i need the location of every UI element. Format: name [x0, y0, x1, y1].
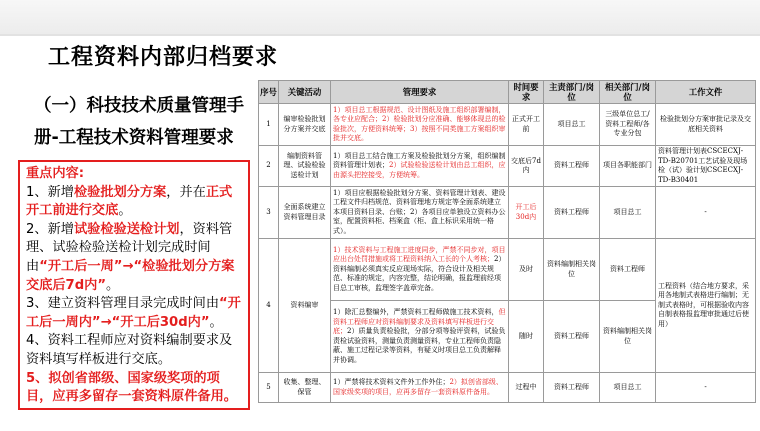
row-activity: 资料编审	[279, 239, 331, 373]
key-point-highlight: 正式开工前进行交底	[26, 184, 233, 219]
section-title	[34, 90, 254, 154]
key-point-text: 3、建立资料管理目录完成时间由	[26, 296, 220, 312]
col-header-requirements: 管理要求	[331, 81, 509, 104]
key-point-text: ，并在	[166, 184, 206, 200]
section-title-line-1: （一）科技技术质量管理手	[34, 96, 244, 116]
key-point-text: 。	[118, 203, 132, 219]
table-row	[259, 373, 756, 403]
requirement-text: 2）质量负责检验批，分部分项等验评资料，试验负责检试验资料，测量负责测量资料，专业工程师负责隐蔽、施工过程记录等资料，有疑义时项目总工负责解释并协调。	[333, 327, 506, 364]
requirement-text: 1）项目应根据检验批划分方案、资料管理计划表、建设工程文件归档规范、资料管理地方规定等全面系统建立本项目资料目录、台账；2）各项目应单独设立资料办公室，配置资料柜、档案盒（柜、盒上标识采用统一格式）。	[333, 188, 506, 235]
row-work-file: 资料管理计划表CSCECXJ-TD-B20701工艺试验及现场检（试）验计划CSCECXJ-TD-B30401	[656, 146, 756, 187]
page-title: 工程资料内部归档要求	[48, 45, 279, 70]
col-header-related-dept: 相关部门/岗位	[600, 81, 656, 104]
requirement-text: 但资料工程师应对资料编制要求及资料填写样板进行交底；	[333, 308, 506, 335]
key-point-4: 4、资料工程师应对资料编制要求及资料填写样板进行交底。	[26, 333, 233, 367]
table-row	[259, 187, 756, 239]
requirement-text: 1）除汇总整编外，严禁资料工程师做施工技术资料，	[333, 308, 499, 316]
row-requirements	[331, 301, 509, 373]
row-related-dept: 资料工程师	[600, 239, 656, 301]
key-point-2	[26, 221, 242, 295]
row-main-dept: 资料工程师	[544, 146, 600, 187]
table-row	[259, 146, 756, 187]
table-row	[259, 104, 756, 146]
top-banner	[0, 0, 760, 34]
row-requirements	[331, 146, 509, 187]
top-divider	[0, 34, 760, 36]
row-related-dept: 资料编制相关岗位	[600, 301, 656, 373]
key-point-text: 2、新增	[26, 221, 74, 237]
key-points-box	[18, 160, 250, 410]
row-no: 4	[259, 239, 279, 373]
requirement-text: 1）严禁将技术资料文件外工作外住；	[333, 378, 450, 386]
row-requirements	[331, 187, 509, 239]
table-row	[259, 239, 756, 301]
row-no: 5	[259, 373, 279, 403]
row-main-dept: 资料编制相关岗位	[544, 239, 600, 301]
key-point-1	[26, 184, 242, 221]
requirement-text: 2）资料编制必须真实反应现场实际，符合设计及相关规范、标准的规定，内容完整，结论明确，报监理前经项目总工审核，监理签字盖章完备。	[333, 255, 506, 292]
key-point-highlight: “开工后一周内”→“开工后30d内”	[26, 296, 241, 330]
row-related-dept: 项目各职能部门	[600, 146, 656, 187]
key-point-text: 1、新增	[26, 184, 74, 200]
section-title-line-2: 册-工程技术资料管理要求	[34, 128, 234, 148]
key-points-heading: 重点内容:	[26, 166, 85, 181]
row-no: 2	[259, 146, 279, 187]
row-requirements	[331, 104, 509, 146]
row-main-dept: 资料工程师	[544, 373, 600, 403]
row-main-dept: 项目总工	[544, 104, 600, 146]
key-point-highlight: 检验批划分方案	[73, 184, 167, 200]
row-time: 过程中	[509, 373, 544, 403]
row-work-file: -	[656, 187, 756, 239]
key-point-text: ，资料管理、试验检验送检计划完成时间由	[26, 221, 233, 274]
row-related-dept: 项目总工	[600, 373, 656, 403]
row-related-dept: 三级单位总工/资料工程师/各专业分包	[600, 104, 656, 146]
row-time: 开工后30d内	[509, 187, 544, 239]
row-activity: 全面系统建立资料管理目录	[279, 187, 331, 239]
row-no: 1	[259, 104, 279, 146]
requirement-text: 1）项目总工结合施工方案及检验批划分方案，组织编制资料管理计划表；	[333, 151, 506, 170]
row-activity: 收集、整理、保管	[279, 373, 331, 403]
row-activity: 编审检验批划分方案并交底	[279, 104, 331, 146]
row-no: 3	[259, 187, 279, 239]
key-point-3	[26, 295, 242, 332]
col-header-work-file: 工作文件	[656, 81, 756, 104]
col-header-main-dept: 主责部门/岗位	[544, 81, 600, 104]
row-work-file: -	[656, 373, 756, 403]
requirement-text: 1）项目总工根据规范、设计图纸及施工组织部署编制，各专业应配合；2）检验批划分应准确、能够体现总的检验批次，方便资料统筹；3）按照不同类施工方案组织审批并交底。	[333, 105, 506, 142]
row-work-file: 检验批划分方案审批记录及交底相关资料	[656, 104, 756, 146]
row-activity: 编制资料管理、试验检验送检计划	[279, 146, 331, 187]
row-time: 交底后7d内	[509, 146, 544, 187]
table-header-row	[259, 81, 756, 104]
row-work-file: 工程资料（结合地方要求，采用各地制式表格进行编制；无制式表格时，可根据验收内容自制表格报监理审批通过后使用）	[656, 239, 756, 373]
archive-requirements-table	[258, 80, 756, 403]
col-header-time: 时间要求	[509, 81, 544, 104]
key-point-text: 。	[106, 277, 120, 293]
key-point-highlight: 试验检验送检计划	[73, 221, 180, 237]
key-point-5: 5、拟创省部级、国家级奖项的项目，应再多留存一套资料原件备用。	[26, 370, 237, 405]
row-related-dept: 项目总工	[600, 187, 656, 239]
col-header-activity: 关键活动	[279, 81, 331, 104]
requirement-text: 2）试验检验送检计划由总工组织，应由源头把控接受，方便统筹。	[333, 161, 506, 179]
row-requirements	[331, 239, 509, 301]
row-main-dept: 资料工程师	[544, 187, 600, 239]
col-header-no: 序号	[259, 81, 279, 104]
requirement-text: 1）技术资料与工程施工进度同步，严禁不同步对，项目应出台处罚措施或将工程资料纳入工长的个人考核；	[333, 245, 506, 264]
row-requirements	[331, 373, 509, 403]
row-time: 及时	[509, 239, 544, 301]
row-main-dept: 资料工程师	[544, 301, 600, 373]
key-point-text: 。	[209, 314, 223, 330]
row-time: 正式开工前	[509, 104, 544, 146]
row-time: 随时	[509, 301, 544, 373]
key-point-highlight: “开工后一周”→“检验批划分方案交底后7d内”	[26, 258, 235, 293]
requirement-text: 2）拟创省部级、国家级奖项的项目，应再多留存一套资料原件备用。	[333, 378, 503, 396]
